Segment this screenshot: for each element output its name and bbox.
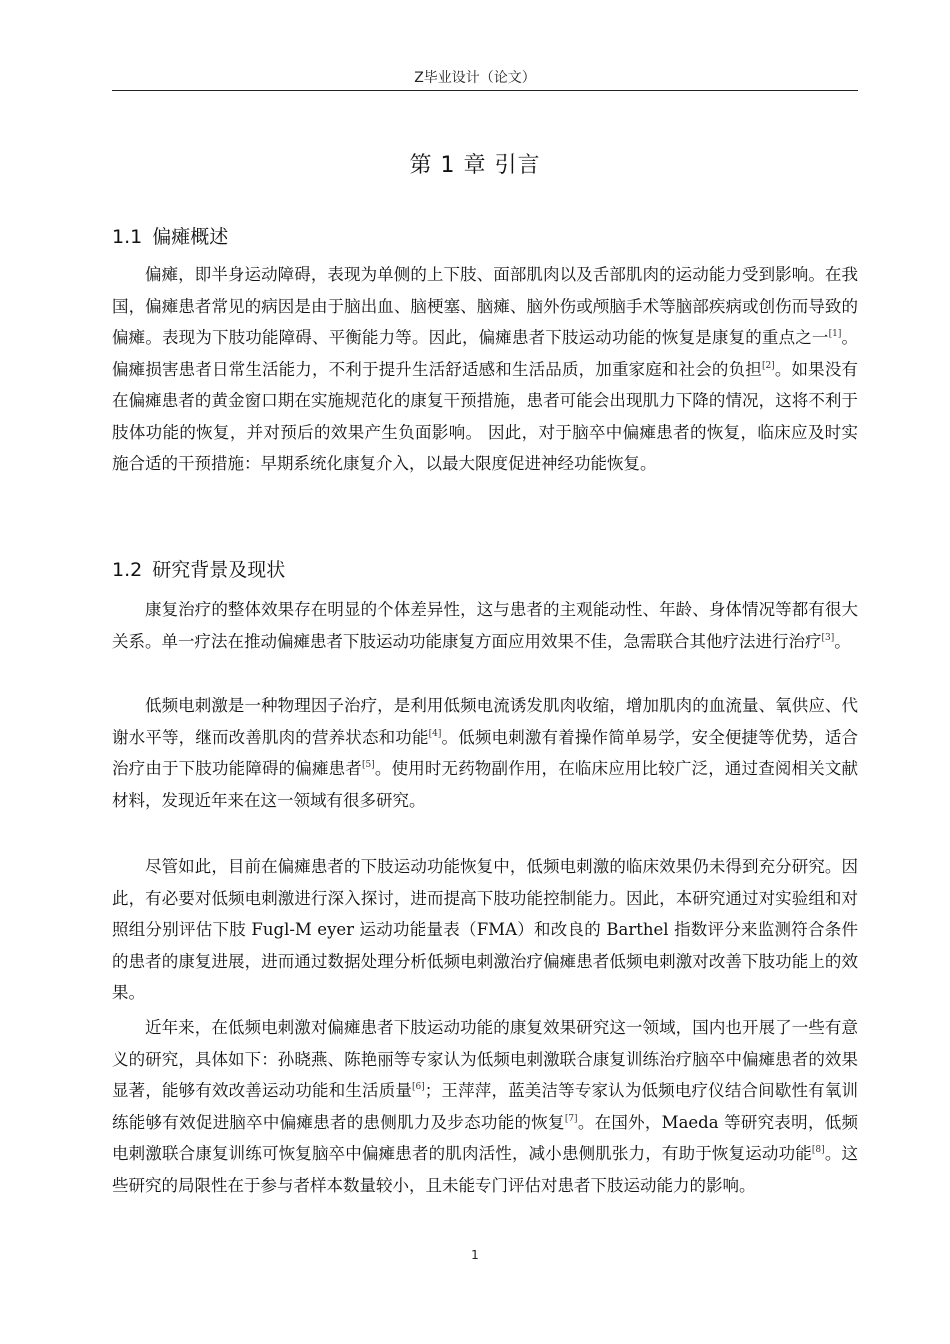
citation-ref: [4] — [428, 728, 442, 739]
citation-ref: [7] — [564, 1113, 578, 1124]
chapter-title: 第 1 章 引言 — [409, 153, 541, 178]
paragraph-rehab-variability — [112, 594, 858, 657]
citation-ref: [5] — [361, 760, 375, 770]
text-run: ；王萍萍，蓝美洁等专家认为低频电疗仪结合间歇性有氧训练能够有效促进脑卒中偏瘫患者的患侧肌力及步态功能的恢复 — [112, 1081, 859, 1132]
text-run: 近年来，在低频电刺激对偏瘫患者下肢运动功能的康复效果研究这一领域，国内也开展了一些有意义的研究，具体如下：孙晓燕、陈艳丽等专家认为低频电刺激联合康复训练治疗脑卒中偏瘫患者的效果显著，能够有效改善运动功能和生活质量 — [112, 1018, 858, 1100]
paragraph-related-research — [112, 1012, 858, 1201]
header-divider — [112, 90, 858, 91]
text-run: 。 — [834, 631, 851, 651]
text-run: 。低频电刺激有着操作简单易学，安全便捷等优势，适合治疗由于下肢功能障碍的偏瘫患者 — [112, 727, 859, 778]
paragraph-hemiplegia-overview — [112, 259, 858, 480]
paragraph-low-frequency-stimulation — [112, 690, 858, 816]
section-title-text: 研究背景及现状 — [152, 559, 286, 581]
text-run: 尽管如此，目前在偏瘫患者的下肢运动功能恢复中，低频电刺激的临床效果仍未得到充分研究。因此，有必要对低频电刺激进行深入探讨，进而提高下肢功能控制能力。因此，本研究通过对实验组和对照组分别评估下肢 Fugl-M eyer 运动功能量表（FMA）和改良的 Barthel 指数评分来监测符合条件的患者的康复进展，进而通过数据处理分析低频电刺激治疗偏瘫患者低频电刺激对改善下肢功能上的效果。 — [112, 857, 858, 1002]
text-run: 偏瘫，即半身运动障碍，表现为单侧的上下肢、面部肌肉以及舌部肌肉的运动能力受到影响。在我国，偏瘫患者常见的病因是由于脑出血、脑梗塞、脑瘫、脑外伤或颅脑手术等脑部疾病或创伤而导致的偏瘫。表现为下肢功能障碍、平衡能力等。因此，偏瘫患者下肢运动功能的恢复是康复的重点之一 — [112, 265, 858, 347]
text-run: 。偏瘫损害患者日常生活能力，不利于提升生活舒适感和生活品质，加重家庭和社会的负担 — [112, 328, 859, 379]
section-heading-1-2 — [112, 555, 285, 582]
text-run: 低频电刺激是一种物理因子治疗，是利用低频电流诱发肌肉收缩，增加肌肉的血流量、氧供应、代谢水平等，继而改善肌肉的营养状态和功能 — [112, 696, 858, 747]
section-title-text: 偏瘫概述 — [152, 226, 229, 248]
section-number: 1.2 — [112, 559, 143, 581]
text-run: 。这些研究的局限性在于参与者样本数量较小，且未能专门评估对患者下肢运动能力的影响。 — [112, 1144, 859, 1195]
section-heading-1-1 — [112, 222, 228, 249]
citation-ref: [2] — [761, 360, 775, 371]
text-run: 。如果没有在偏瘫患者的黄金窗口期在实施规范化的康复干预措施，患者可能会出现肌力下降的情况，这将不利于肢体功能的恢复，并对预后的效果产生负面影响。 因此，对于脑卒中偏瘫患者的恢复，临床应及时实施合适的干预措施：早期系统化康复介入，以最大限度促进神经功能恢复。 — [112, 359, 859, 473]
section-number: 1.1 — [112, 226, 143, 248]
page-number: 1 — [471, 1248, 479, 1262]
text-run: 康复治疗的整体效果存在明显的个体差异性，这与患者的主观能动性、年龄、身体情况等都有很大关系。单一疗法在推动偏瘫患者下肢运动功能康复方面应用效果不佳，急需联合其他疗法进行治疗 — [112, 600, 858, 651]
citation-ref: [3] — [821, 632, 835, 643]
citation-ref: [8] — [811, 1145, 825, 1155]
running-header: Z毕业设计（论文） — [414, 70, 536, 86]
citation-ref: [6] — [412, 1082, 425, 1092]
citation-ref: [1] — [828, 329, 842, 339]
paragraph-study-aim — [112, 851, 858, 1009]
text-run: 。在国外，Maeda 等研究表明，低频电刺激联合康复训练可恢复脑卒中偏瘫患者的肌肉活性，减小患侧肌张力，有助于恢复运动功能 — [112, 1112, 858, 1163]
text-run: 。使用时无药物副作用，在临床应用比较广泛，通过查阅相关文献材料，发现近年来在这一领域有很多研究。 — [112, 759, 859, 810]
